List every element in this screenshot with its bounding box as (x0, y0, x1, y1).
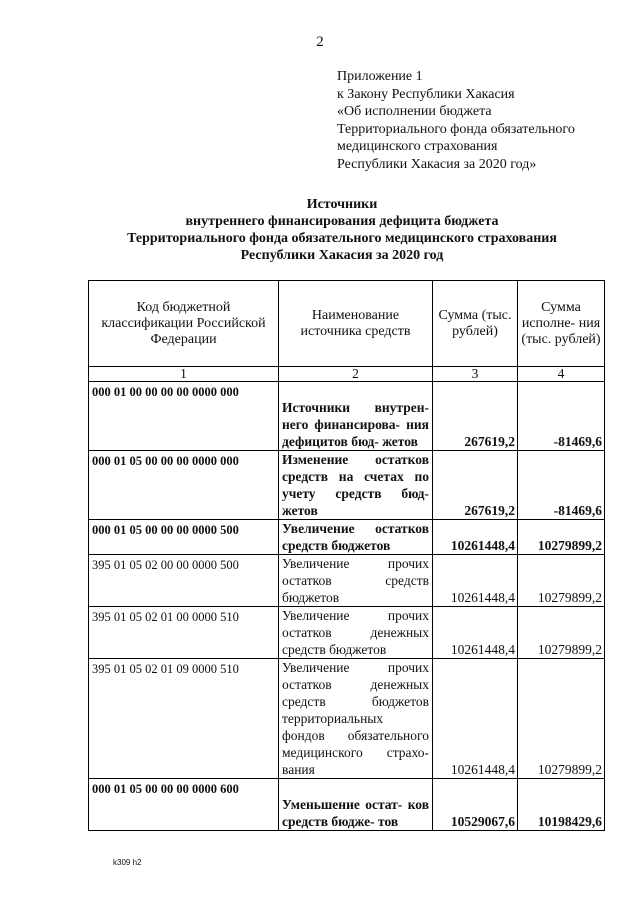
code-cell: 000 01 00 00 00 00 0000 000 (89, 382, 279, 451)
table-row (89, 555, 605, 607)
executed-cell: 10198429,6 (518, 779, 605, 831)
code-cell: 395 01 05 02 01 09 0000 510 (89, 659, 279, 779)
table-row (89, 451, 605, 520)
name-cell: Увеличение прочих остатков денежных средств бюджетов (279, 607, 433, 659)
executed-cell: 10279899,2 (518, 520, 605, 555)
sum-cell: 10529067,6 (433, 779, 518, 831)
name-cell: Источники внутрен- него финансирова- ния дефицитов бюд- жетов (279, 382, 433, 451)
title-line: внутреннего финансирования дефицита бюджета (185, 214, 499, 229)
executed-cell: 10279899,2 (518, 555, 605, 607)
footer-code: k309 h2 (113, 858, 142, 867)
sum-cell: 267619,2 (433, 382, 518, 451)
header-executed: Сумма исполне- ния (тыс. рублей) (518, 281, 605, 367)
page-number: 2 (316, 34, 324, 50)
appendix-block (337, 68, 575, 173)
document-title (0, 196, 640, 264)
executed-cell: 10279899,2 (518, 607, 605, 659)
code-cell: 395 01 05 02 01 00 0000 510 (89, 607, 279, 659)
name-cell: Увеличение прочих остатков средств бюджетов (279, 555, 433, 607)
sum-cell: 267619,2 (433, 451, 518, 520)
executed-cell: -81469,6 (518, 451, 605, 520)
title-line: Источники (306, 197, 378, 212)
table-header-row (89, 281, 605, 367)
appendix-line: Территориального фонда обязательного (337, 121, 575, 137)
table-row (89, 520, 605, 555)
sources-table (88, 280, 605, 831)
name-cell: Увеличение прочих остатков денежных средств бюджетов территориальных фондов обязательного медицинского страхо- вания (279, 659, 433, 779)
name-cell: Уменьшение остат- ков средств бюдже- тов (279, 779, 433, 831)
column-number: 4 (518, 367, 605, 382)
appendix-line: медицинского страхования (337, 139, 498, 154)
table-row (89, 779, 605, 831)
code-cell: 000 01 05 00 00 00 0000 500 (89, 520, 279, 555)
header-sum: Сумма (тыс. рублей) (433, 281, 518, 367)
executed-cell: -81469,6 (518, 382, 605, 451)
sum-cell: 10261448,4 (433, 607, 518, 659)
name-cell: Увеличение остатков средств бюджетов (279, 520, 433, 555)
title-line: Республики Хакасия за 2020 год (240, 248, 444, 263)
appendix-line: к Закону Республики Хакасия (337, 86, 515, 102)
name-cell: Изменение остатков средств на счетах по учету средств бюд- жетов (279, 451, 433, 520)
code-cell: 000 01 05 00 00 00 0000 000 (89, 451, 279, 520)
appendix-line: Приложение 1 (337, 69, 423, 84)
sum-cell: 10261448,4 (433, 520, 518, 555)
column-number: 1 (89, 367, 279, 382)
code-cell: 000 01 05 00 00 00 0000 600 (89, 779, 279, 831)
table-row (89, 659, 605, 779)
column-number-row (89, 367, 605, 382)
appendix-line: Республики Хакасия за 2020 год» (337, 156, 537, 172)
table-row (89, 607, 605, 659)
header-name: Наименование источника средств (279, 281, 433, 367)
header-code: Код бюджетной классификации Российской Федерации (89, 281, 279, 367)
sum-cell: 10261448,4 (433, 555, 518, 607)
appendix-line: «Об исполнении бюджета (337, 104, 492, 119)
table-row (89, 382, 605, 451)
title-line: Территориального фонда обязательного медицинского страхования (127, 231, 557, 246)
sum-cell: 10261448,4 (433, 659, 518, 779)
column-number: 3 (433, 367, 518, 382)
executed-cell: 10279899,2 (518, 659, 605, 779)
code-cell: 395 01 05 02 00 00 0000 500 (89, 555, 279, 607)
column-number: 2 (279, 367, 433, 382)
